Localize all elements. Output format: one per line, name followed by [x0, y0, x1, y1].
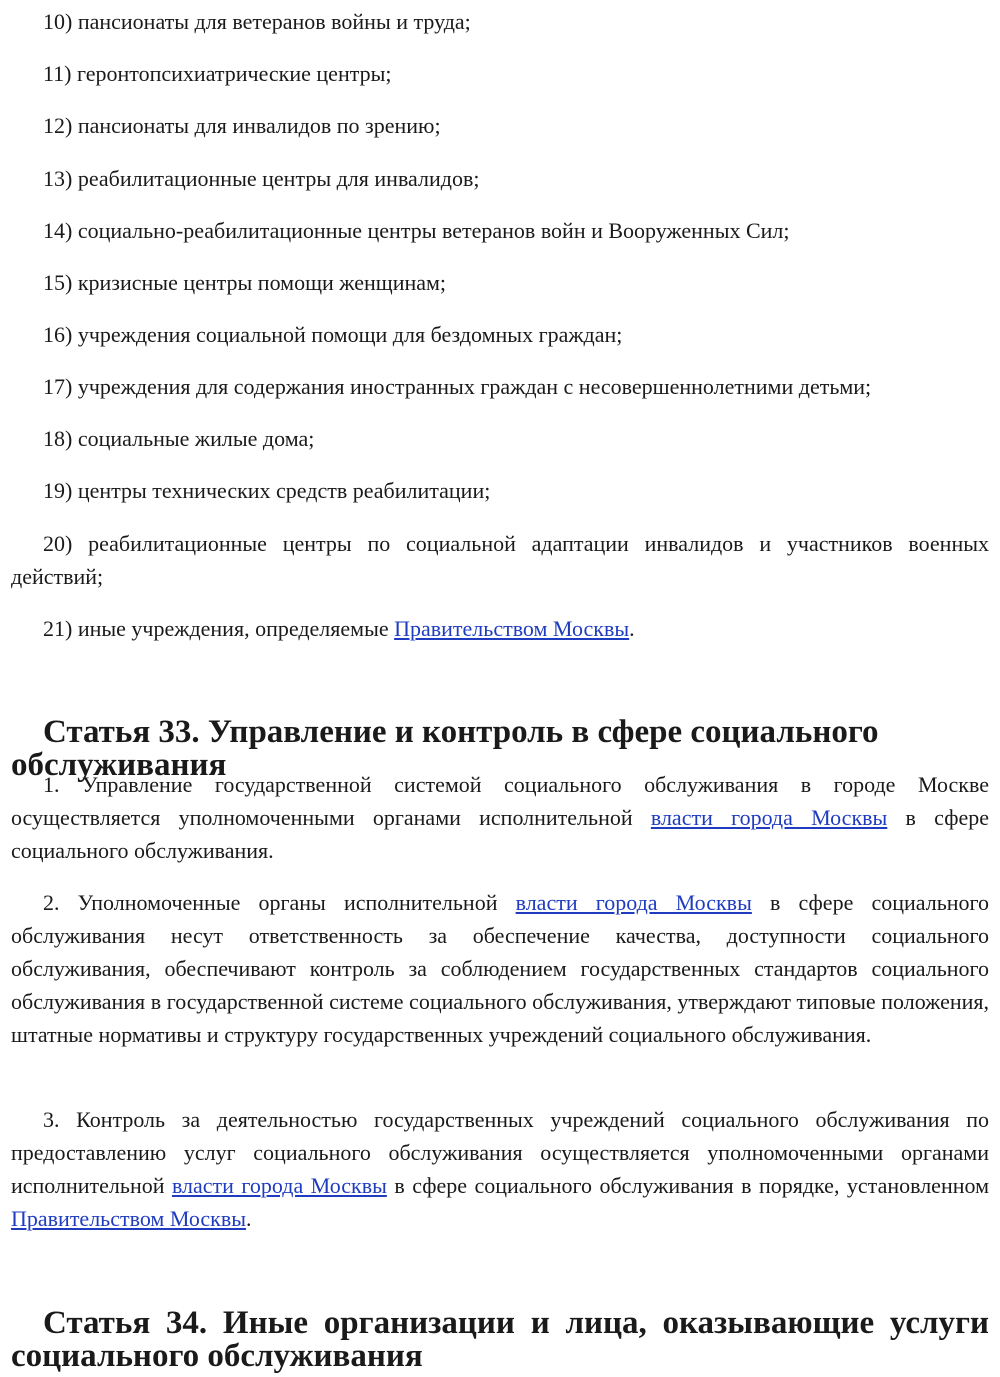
paragraph-text: 3. Контроль за деятельностью государственных учреждений социального обслуживания по предоставлению услуг социального обслуживания осуществляется уполномоченными органами исполнительной	[11, 1107, 989, 1198]
list-item: 19) центры технических средств реабилитации;	[43, 478, 491, 503]
government-link[interactable]: Правительством Москвы	[11, 1206, 247, 1231]
list-item: 20) реабилитационные центры по социальной адаптации инвалидов и участников военных действий;	[11, 531, 989, 589]
paragraph-text: 2. Уполномоченные органы исполнительной	[43, 890, 516, 915]
paragraph-text: в сфере социального обслуживания несут ответственность за обеспечение качества, доступности социального обслуживания, обеспечивают контроль за соблюдением государственных стандартов социального обслуживания в государственной системе социального обслуживания, утверждают типовые положения, штатные нормативы и структуру государственных учреждений социального обслуживания.	[11, 890, 989, 1047]
article34-title: Статья 34. Иные организации и лица, оказывающие услуги социального обслуживания	[11, 1305, 989, 1374]
list-item: 12) пансионаты для инвалидов по зрению;	[43, 113, 441, 138]
list-item: 13) реабилитационные центры для инвалидов;	[43, 166, 480, 191]
article33-title: Статья 33. Управление и контроль в сфере социального обслуживания	[11, 714, 879, 783]
paragraph-text: 1. Управление государственной системой социального обслуживания в городе Москве осуществляется уполномоченными органами исполнительной	[11, 772, 989, 830]
article33-paragraph-1	[11, 768, 989, 867]
list-item: 10) пансионаты для ветеранов войны и труда;	[43, 9, 471, 34]
list-item: 18) социальные жилые дома;	[43, 426, 315, 451]
list-item-21	[11, 612, 989, 645]
government-link[interactable]: Правительством Москвы	[394, 616, 630, 641]
list-item: 17) учреждения для содержания иностранных граждан с несовершеннолетними детьми;	[43, 374, 872, 399]
paragraph-text: в сфере социального обслуживания.	[11, 805, 989, 863]
moscow-authorities-link[interactable]: власти города Москвы	[515, 890, 752, 915]
list-item: 16) учреждения социальной помощи для бездомных граждан;	[43, 322, 623, 347]
list-item: 14) социально-реабилитационные центры ветеранов войн и Вооруженных Сил;	[43, 218, 790, 243]
item21-text: 21) иные учреждения, определяемые	[43, 616, 395, 641]
article33-paragraph-3	[11, 1103, 989, 1235]
moscow-authorities-link[interactable]: власти города Москвы	[650, 805, 888, 830]
paragraph-text: .	[246, 1206, 252, 1231]
list-item: 11) геронтопсихиатрические центры;	[43, 61, 392, 86]
paragraph-text: в сфере социального обслуживания в порядке, установленном	[386, 1173, 989, 1198]
item21-end: .	[629, 616, 635, 641]
moscow-authorities-link[interactable]: власти города Москвы	[171, 1173, 387, 1198]
article33-paragraph-2	[11, 886, 989, 1051]
list-item: 15) кризисные центры помощи женщинам;	[43, 270, 447, 295]
